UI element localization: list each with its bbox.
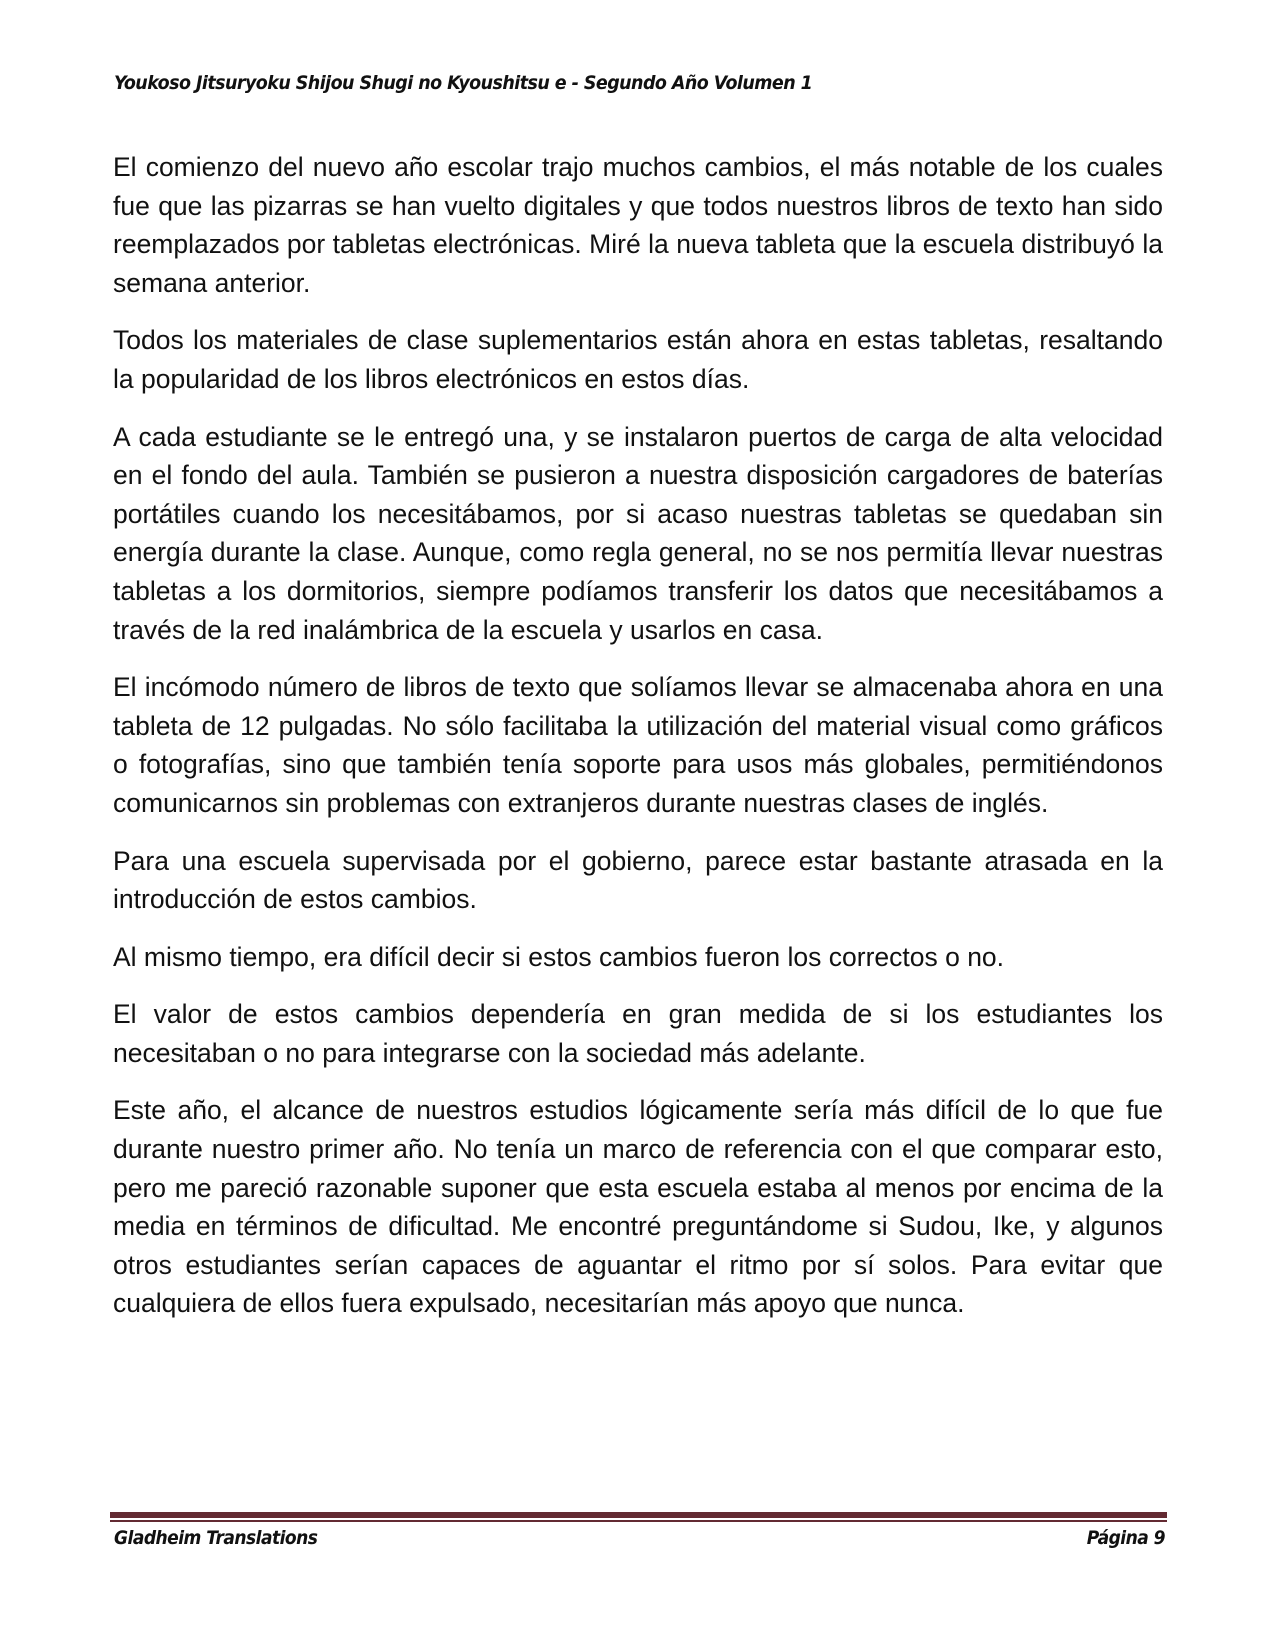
footer-divider-thin bbox=[110, 1520, 1167, 1522]
paragraph: El valor de estos cambios dependería en gran medida de si los estudiantes los necesitaban o no para integrarse con la sociedad más adelante. bbox=[113, 999, 1163, 1068]
footer-divider-thick bbox=[110, 1512, 1167, 1518]
footer-page-number: Página 9 bbox=[1086, 1527, 1165, 1549]
running-header-title: Youkoso Jitsuryoku Shijou Shugi no Kyoushitsu e - Segundo Año Volumen 1 bbox=[114, 72, 813, 94]
paragraph: Al mismo tiempo, era difícil decir si estos cambios fueron los correctos o no. bbox=[113, 941, 1005, 972]
paragraph: Para una escuela supervisada por el gobierno, parece estar bastante atrasada en la introducción de estos cambios. bbox=[113, 845, 1163, 915]
paragraph: El comienzo del nuevo año escolar trajo muchos cambios, el más notable de los cuales fue que las pizarras se han vuelto digitales y que todos nuestros libros de texto han sido reemplazados por tabletas electrónicas. Miré la nueva tableta que la escuela distribuyó la semana anterior. bbox=[113, 152, 1163, 298]
paragraph: El incómodo número de libros de texto que solíamos llevar se almacenaba ahora en una tableta de 12 pulgadas. No sólo facilitaba la utilización del material visual como gráficos o fotografías, sino que también tenía soporte para usos más globales, permitiéndonos comunicarnos sin problemas con extranjeros durante nuestras clases de inglés. bbox=[113, 672, 1163, 818]
paragraph: Este año, el alcance de nuestros estudios lógicamente sería más difícil de lo que fue durante nuestro primer año. No tenía un marco de referencia con el que comparar esto, pero me pareció razonable suponer que esta escuela estaba al menos por encima de la media en términos de dificultad. Me encontré preguntándome si Sudou, Ike, y algunos otros estudiantes serían capaces de aguantar el ritmo por sí solos. Para evitar que cualquiera de ellos fuera expulsado, necesitarían más apoyo que nunca. bbox=[113, 1095, 1163, 1319]
paragraph: Todos los materiales de clase suplementarios están ahora en estas tabletas, resaltando la popularidad de los libros electrónicos en estos días. bbox=[113, 325, 1163, 394]
body-text bbox=[113, 148, 1163, 1342]
footer-publisher: Gladheim Translations bbox=[114, 1527, 318, 1549]
paragraph: A cada estudiante se le entregó una, y se instalaron puertos de carga de alta velocidad en el fondo del aula. También se pusieron a nuestra disposición cargadores de baterías portátiles cuando los necesitábamos, por si acaso nuestras tabletas se quedaban sin energía durante la clase. Aunque, como regla general, no se nos permitía llevar nuestras tabletas a los dormitorios, siempre podíamos transferir los datos que necesitábamos a través de la red inalámbrica de la escuela y usarlos en casa. bbox=[113, 421, 1163, 645]
